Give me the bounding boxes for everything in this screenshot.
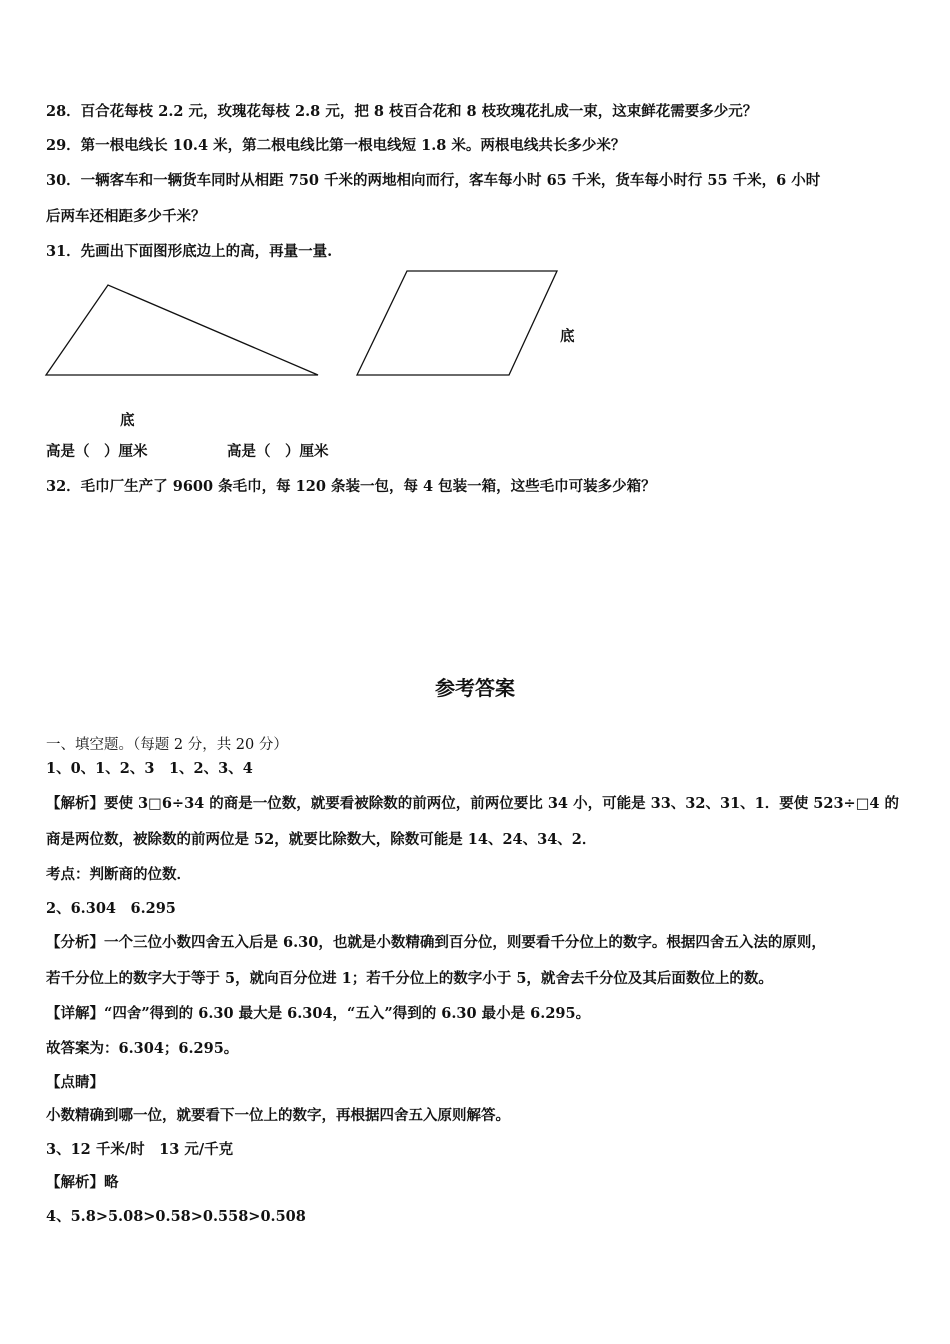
parallelogram-base-label: 底	[560, 328, 575, 345]
parallelogram-figure	[357, 271, 557, 375]
answer-2-dianjing-label: 【点睛】	[46, 1074, 104, 1091]
answer-2-dianjing-text: 小数精确到哪一位，就要看下一位上的数字，再根据四舍五入原则解答。	[46, 1107, 510, 1124]
answer-4: 4、5.8>5.08>0.58>0.558>0.508	[46, 1208, 306, 1225]
answers-title: 参考答案	[435, 676, 515, 700]
section-heading: 一、填空题。（每题 2 分，共 20 分）	[46, 737, 288, 753]
triangle-height-answer: 高是（ ）厘米	[46, 443, 148, 460]
answer-3: 3、12 千米/时 13 元/千克	[46, 1141, 234, 1158]
answer-2-conclusion: 故答案为：6.304；6.295。	[46, 1040, 239, 1057]
question-28: 28．百合花每枝 2.2 元，玫瑰花每枝 2.8 元，把 8 枝百合花和 8 枝玫瑰花扎成一束，这束鲜花需要多少元？	[46, 103, 758, 120]
question-31: 31．先画出下面图形底边上的高，再量一量.	[46, 243, 333, 260]
answer-1: 1、0、1、2、3 1、2、3、4	[46, 760, 253, 777]
parallelogram-height-answer: 高是（ ）厘米	[227, 443, 329, 460]
answer-2-detail: 【详解】“四舍”得到的 6.30 最大是 6.304，“五入”得到的 6.30 最小是 6.295。	[46, 1005, 591, 1022]
answer-3-analysis: 【解析】略	[46, 1174, 119, 1191]
answer-1-analysis-line1: 【解析】要使 3□6÷34 的商是一位数，就要看被除数的前两位，前两位要比 34 小，可能是 33、32、31、1．要使 523÷□4 的	[46, 795, 900, 812]
answer-2-analysis-line2: 若千分位上的数字大于等于 5，就向百分位进 1；若千分位上的数字小于 5，就舍去千分位及其后面数位上的数。	[46, 970, 773, 987]
answer-1-analysis-line2: 商是两位数，被除数的前两位是 52，就要比除数大，除数可能是 14、24、34、2．	[46, 831, 597, 848]
triangle-figure	[46, 285, 318, 375]
question-32: 32．毛巾厂生产了 9600 条毛巾，每 120 条装一包，每 4 包装一箱，这些毛巾可装多少箱？	[46, 478, 656, 495]
answer-2: 2、6.304 6.295	[46, 900, 176, 917]
question-30-line1: 30．一辆客车和一辆货车同时从相距 750 千米的两地相向而行，客车每小时 65 千米，货车每小时行 55 千米，6 小时	[46, 172, 821, 189]
question-29: 29．第一根电线长 10.4 米，第二根电线比第一根电线短 1.8 米。两根电线共长多少米？	[46, 137, 626, 154]
question-30-line2: 后两车还相距多少千米？	[46, 208, 206, 225]
answer-2-analysis-line1: 【分析】一个三位小数四舍五入后是 6.30，也就是小数精确到百分位，则要看千分位上的数字。根据四舍五入法的原则，	[46, 934, 826, 951]
answer-1-point: 考点：判断商的位数．	[46, 866, 191, 883]
triangle-base-label: 底	[120, 412, 135, 429]
